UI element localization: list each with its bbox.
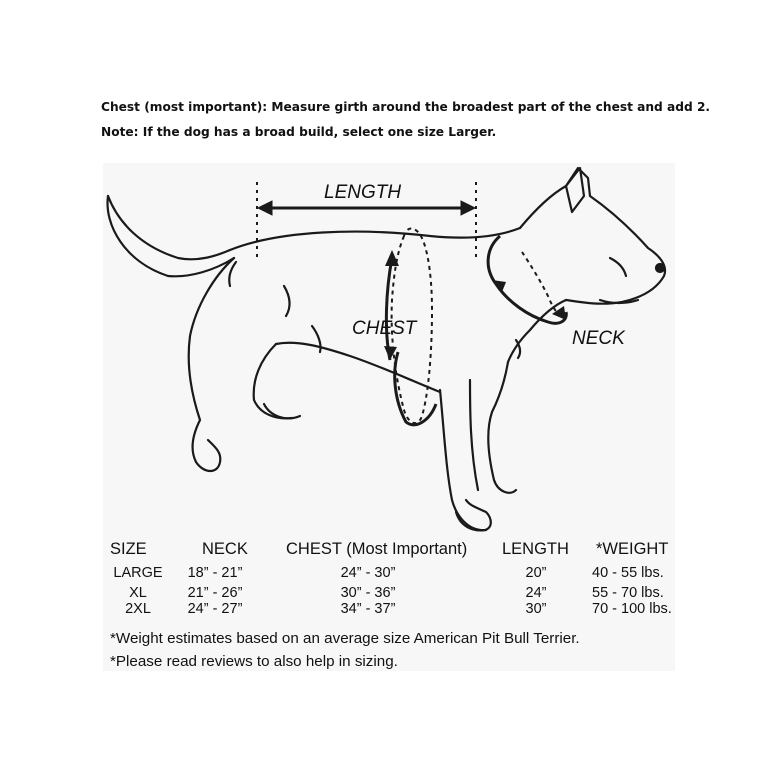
table-cell-length: 20” [525, 565, 547, 581]
broad-build-note: Note: If the dog has a broad build, select one size Larger. [101, 125, 497, 139]
table-cell-weight: 40 - 55 lbs. [592, 565, 664, 581]
table-cell-weight: 70 - 100 lbs. [592, 601, 672, 617]
table-cell-neck: 24” - 27” [187, 601, 243, 617]
table-cell-size: LARGE [113, 565, 163, 581]
neck-label: NECK [572, 328, 625, 349]
chest-label: CHEST [352, 318, 417, 339]
table-cell-chest: 34” - 37” [340, 601, 396, 617]
table-cell-neck: 18” - 21” [187, 565, 243, 581]
header-size: SIZE [110, 540, 147, 558]
table-cell-length: 30” [525, 601, 547, 617]
table-cell-weight: 55 - 70 lbs. [592, 585, 664, 601]
header-weight: *WEIGHT [596, 540, 669, 558]
table-cell-neck: 21” - 26” [187, 585, 243, 601]
chest-measurement-note: Chest (most important): Measure girth around the broadest part of the chest and add 2. [101, 100, 711, 114]
table-cell-chest: 30” - 36” [340, 585, 396, 601]
header-length: LENGTH [502, 540, 569, 558]
table-cell-chest: 24” - 30” [340, 565, 396, 581]
header-chest: CHEST (Most Important) [286, 540, 468, 558]
table-cell-size: XL [129, 585, 147, 601]
table-cell-length: 24” [525, 585, 547, 601]
weight-footnote: *Weight estimates based on an average size American Pit Bull Terrier. [110, 630, 580, 647]
length-label: LENGTH [324, 182, 402, 203]
header-neck: NECK [202, 540, 248, 558]
reviews-footnote: *Please read reviews to also help in sizing. [110, 653, 398, 670]
table-cell-size: 2XL [125, 601, 151, 617]
